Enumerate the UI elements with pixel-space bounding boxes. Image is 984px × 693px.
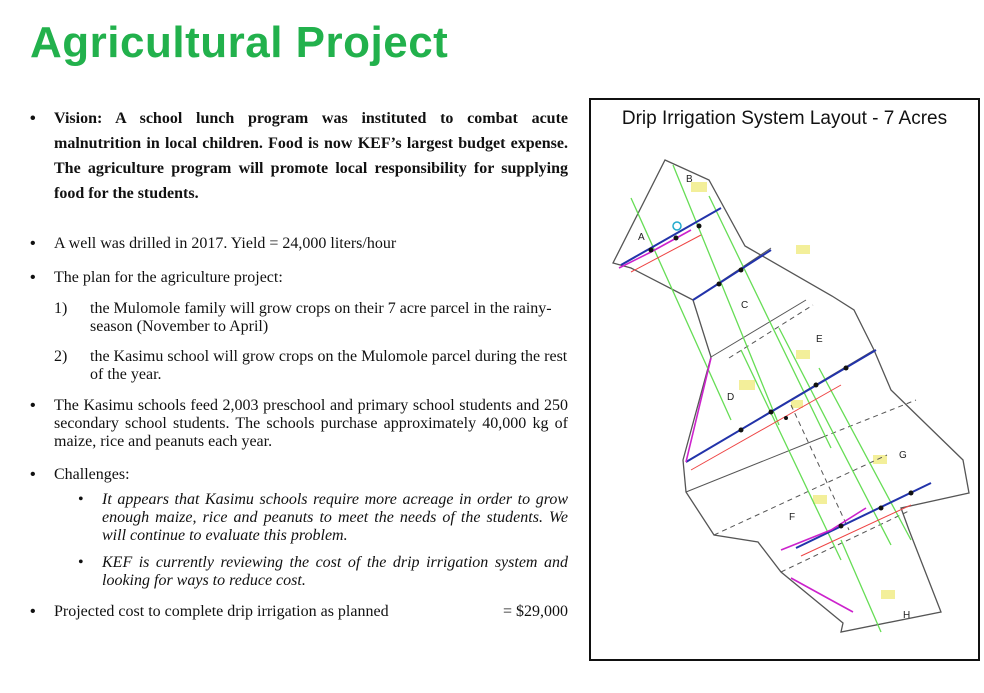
section-label: G	[899, 450, 907, 461]
plan-item-number: 2)	[54, 348, 68, 365]
section-label: F	[789, 512, 796, 523]
challenges-bullet: • Challenges:	[26, 465, 568, 485]
challenge-item-2: • KEF is currently reviewing the cost of the drip irrigation system and looking for ways to reduce cost.	[26, 554, 568, 590]
diagram-title: Drip Irrigation System Layout - 7 Acres	[621, 108, 948, 129]
irrigation-layout-map	[591, 100, 978, 659]
dashed-dividers	[714, 305, 916, 572]
main-pipes	[621, 208, 931, 548]
field-boundary	[613, 160, 969, 632]
plan-item-1	[26, 300, 568, 336]
well-marker	[673, 222, 681, 230]
section-label: E	[816, 334, 823, 345]
challenge-item-1: • It appears that Kasimu schools require more acreage in order to grow enough maize, rice and peanuts to meet the needs of the students. We will continue to evaluate this problem.	[26, 491, 568, 545]
vision-bullet	[26, 106, 568, 206]
valve-markers	[649, 224, 914, 529]
section-label: H	[903, 610, 911, 621]
section-label: D	[727, 392, 735, 403]
section-labels	[638, 174, 910, 621]
vision-text: : A school lunch program was instituted to combat acute malnutrition in local children. Food is now KEF’s largest budget expense. The agriculture program will promote local responsibility for supplying food for the students.	[54, 110, 568, 202]
content-column	[26, 106, 568, 622]
schools-bullet: • The Kasimu schools feed 2,003 preschool and primary school students and 250 secondary school students. The schools purchase approximately 40,000 kg of maize, rice and peanuts each year.	[26, 397, 568, 451]
well-bullet: • A well was drilled in 2017. Yield = 24,000 liters/hour	[26, 234, 568, 254]
cost-bullet	[26, 602, 568, 622]
cost-value: = $29,000	[502, 603, 568, 620]
irrigation-diagram-panel	[589, 98, 980, 661]
cost-label: • Projected cost to complete drip irrigation as planned	[54, 603, 389, 620]
plan-item-number: 1)	[54, 300, 68, 317]
page-title: Agricultural Project	[30, 18, 449, 67]
plan-item-2	[26, 348, 568, 384]
section-label: A	[638, 232, 645, 243]
sub-lines	[631, 235, 911, 556]
feeder-pipes	[619, 230, 866, 612]
plan-item-text: the Mulomole family will grow crops on their 7 acre parcel in the rainy-season (November to April)	[90, 300, 552, 335]
section-label: C	[741, 300, 749, 311]
vision-label: Vision	[54, 110, 97, 127]
plan-bullet: • The plan for the agriculture project:	[26, 268, 568, 288]
plan-item-text: the Kasimu school will grow crops on the Mulomole parcel during the rest of the year.	[90, 348, 568, 383]
section-label: B	[686, 174, 693, 185]
